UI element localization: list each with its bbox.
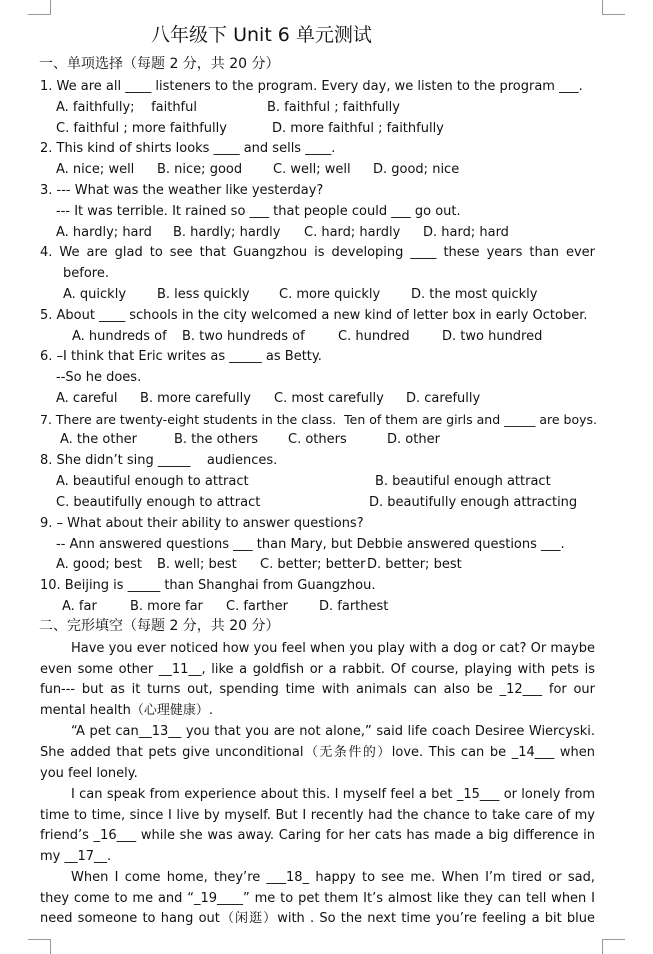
option-2d: D. good; nice — [373, 162, 460, 177]
option-10a: A. far — [62, 599, 97, 614]
option-7c: C. others — [288, 432, 347, 447]
passage-line-2: even some other __11__, like a goldfish or a rabbit. Of course, playing with pets is — [40, 662, 595, 677]
option-9a: A. good; best — [56, 557, 142, 572]
option-4a: A. quickly — [63, 287, 127, 302]
option-4c: C. more quickly — [279, 287, 381, 302]
option-8d: D. beautifully enough attracting — [369, 495, 578, 510]
question-9: 9. – What about their ability to answer questions? — [40, 516, 364, 531]
section-heading-single-choice: 一、单项选择（每题 2 分，共 20 分） — [39, 56, 280, 72]
crop-mark-bottom-left — [28, 939, 51, 954]
question-4-line-2: before. — [63, 266, 109, 281]
option-3b: B. hardly; hardly — [173, 225, 281, 240]
option-8b: B. beautiful enough attract — [375, 474, 551, 489]
option-8a: A. beautiful enough to attract — [56, 474, 249, 489]
passage-line-1: Have you ever noticed how you feel when you play with a dog or cat? Or maybe — [71, 641, 595, 656]
crop-mark-top-left — [28, 0, 51, 15]
option-1a: A. faithfully; faithful — [56, 100, 197, 115]
option-10b: B. more far — [130, 599, 203, 614]
passage-line-10: friend’s _16___ while she was away. Caring for her cats has made a big difference in — [40, 828, 595, 843]
option-3c: C. hard; hardly — [304, 225, 401, 240]
crop-mark-bottom-right — [602, 939, 625, 954]
passage-line-4: mental health（心理健康）. — [40, 703, 213, 718]
crop-mark-top-right — [602, 0, 625, 15]
question-6: 6. –I think that Eric writes as _____ as Betty. — [40, 349, 322, 364]
question-8: 8. She didn’t sing _____ audiences. — [40, 453, 278, 468]
section-heading-cloze: 二、完形填空（每题 2 分，共 20 分） — [39, 618, 280, 634]
option-1b: B. faithful ; faithfully — [267, 100, 400, 115]
question-5: 5. About ____ schools in the city welcomed a new kind of letter box in early October. — [40, 308, 588, 323]
option-6a: A. careful — [56, 391, 118, 406]
option-10d: D. farthest — [319, 599, 389, 614]
page-title: 八年级下 Unit 6 单元测试 — [151, 24, 372, 46]
option-9c: C. better; better — [260, 557, 366, 572]
option-3a: A. hardly; hard — [56, 225, 152, 240]
option-5b: B. two hundreds of — [182, 329, 305, 344]
option-10c: C. farther — [226, 599, 288, 614]
question-4: 4. We are glad to see that Guangzhou is developing ____ these years than ever — [40, 245, 595, 260]
passage-line-11: my __17__. — [40, 849, 112, 864]
option-6c: C. most carefully — [274, 391, 384, 406]
passage-line-5: “A pet can__13__ you that you are not alone,” said life coach Desiree Wiercyski. — [71, 724, 595, 739]
passage-line-12: When I come home, they’re ___18_ happy to see me. When I’m tired or sad, — [71, 870, 595, 885]
option-7d: D. other — [387, 432, 440, 447]
passage-line-6: She added that pets give unconditional（无条件的）love. This can be _14___ when — [40, 745, 595, 760]
option-1c: C. faithful ; more faithfully — [56, 121, 227, 136]
question-3: 3. --- What was the weather like yesterday? — [40, 183, 324, 198]
passage-line-13: they come to me and “_19____” me to pet them It’s almost like they can tell when I — [40, 891, 595, 906]
option-3d: D. hard; hard — [423, 225, 509, 240]
passage-line-3: fun--- but as it turns out, spending time with animals can also be _12___ for our — [40, 682, 595, 697]
option-7b: B. the others — [174, 432, 259, 447]
option-5d: D. two hundred — [442, 329, 543, 344]
option-2a: A. nice; well — [56, 162, 135, 177]
passage-line-9: time to time, since I live by myself. But I recently had the chance to take care of my — [40, 808, 595, 823]
question-7: 7. There are twenty-eight students in the class. Ten of them are girls and _____ are boys. — [40, 412, 598, 427]
question-2: 2. This kind of shirts looks ____ and sells ____. — [40, 141, 336, 156]
question-10: 10. Beijing is _____ than Shanghai from Guangzhou. — [40, 578, 376, 593]
option-9d: D. better; best — [367, 557, 462, 572]
passage-line-7: you feel lonely. — [40, 766, 138, 781]
passage-line-14: need someone to hang out（闲逛）with . So the next time you’re feeling a bit blue — [40, 911, 595, 926]
option-7a: A. the other — [60, 432, 138, 447]
option-8c: C. beautifully enough to attract — [56, 495, 261, 510]
question-3-line-2: --- It was terrible. It rained so ___ that people could ___ go out. — [56, 204, 461, 219]
question-1: 1. We are all ____ listeners to the program. Every day, we listen to the program ___. — [40, 79, 583, 94]
option-4d: D. the most quickly — [411, 287, 538, 302]
option-2c: C. well; well — [273, 162, 351, 177]
option-6b: B. more carefully — [140, 391, 251, 406]
option-2b: B. nice; good — [157, 162, 243, 177]
option-5c: C. hundred — [338, 329, 410, 344]
option-9b: B. well; best — [157, 557, 237, 572]
option-6d: D. carefully — [406, 391, 481, 406]
option-1d: D. more faithful ; faithfully — [272, 121, 444, 136]
option-4b: B. less quickly — [157, 287, 250, 302]
option-5a: A. hundreds of — [72, 329, 167, 344]
question-6-line-2: --So he does. — [56, 370, 142, 385]
question-9-line-2: -- Ann answered questions ___ than Mary, but Debbie answered questions ___. — [56, 537, 565, 552]
passage-line-8: I can speak from experience about this. I myself feel a bet _15___ or lonely from — [71, 787, 595, 802]
